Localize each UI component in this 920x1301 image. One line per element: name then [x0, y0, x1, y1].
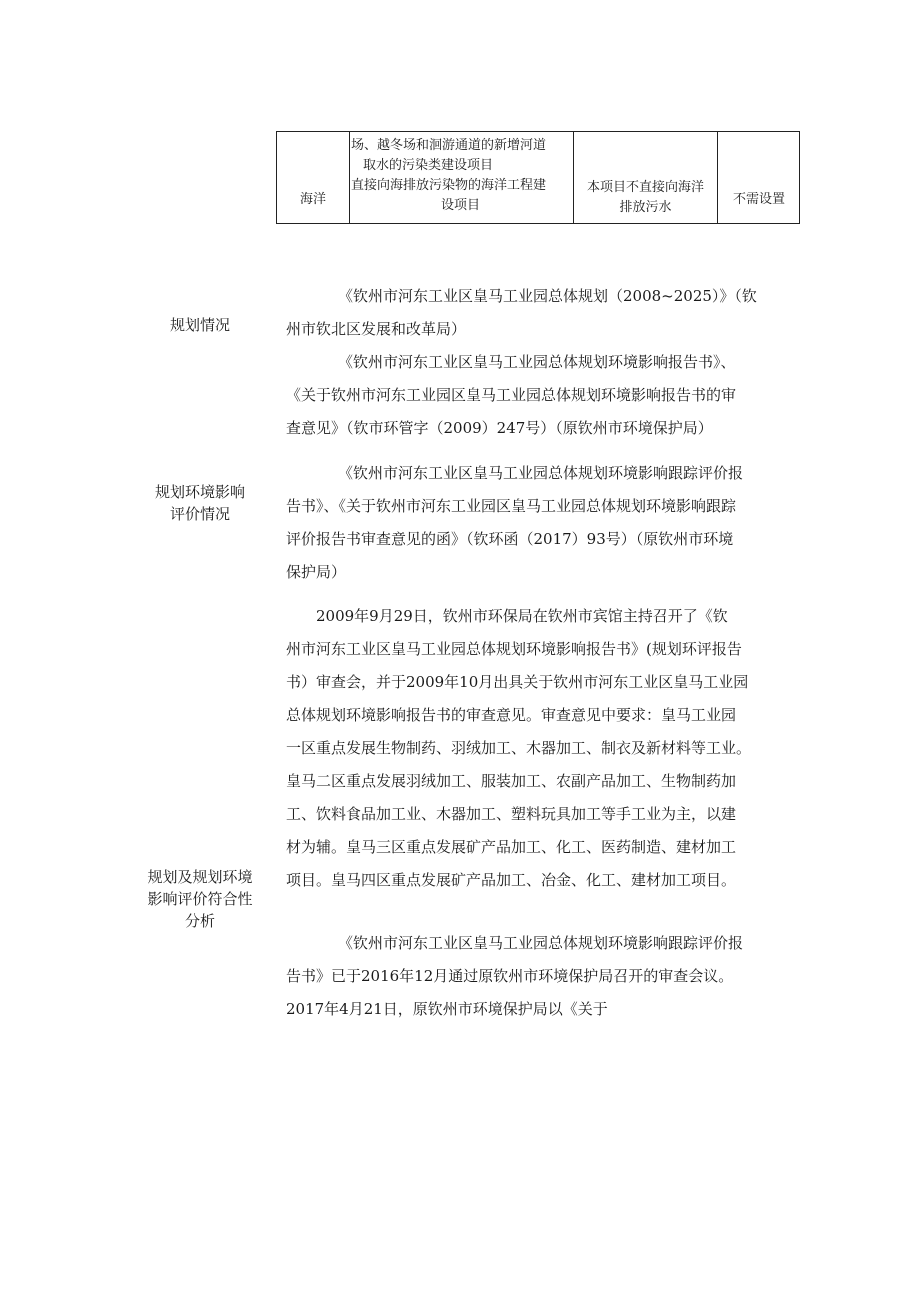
table-text-line: 取水的污染类建设项目 — [363, 158, 494, 173]
paragraph-line: 告书》已于2016年12月通过原钦州市环境保护局召开的审查会议。 — [286, 967, 734, 985]
paragraph-line: 书）审查会，并于2009年10月出具关于钦州市河东工业区皇马工业园 — [286, 673, 749, 691]
paragraph-planning — [286, 280, 816, 346]
label-planning: 规划情况 — [169, 316, 230, 334]
paragraph-line: 总体规划环境影响报告书的审查意见。审查意见中要求：皇马工业园 — [286, 706, 737, 724]
table-text-line: 场、越冬场和洄游通道的新增河道 — [351, 138, 547, 153]
table-cell-measure: 不需设置 — [732, 192, 785, 207]
table-text-line: 本项目不直接向海洋 — [586, 180, 704, 195]
paragraph-line: 一区重点发展生物制药、羽绒加工、木器加工、制衣及新材料等工业。 — [286, 739, 752, 757]
paragraph-line: 州市河东工业区皇马工业园总体规划环境影响报告书》(规划环评报告 — [286, 640, 742, 658]
paragraph-line: 州市钦北区发展和改革局） — [286, 320, 467, 338]
label-line: 分析 — [184, 912, 215, 930]
paragraph-line: 《钦州市河东工业区皇马工业园总体规划（2008~2025）》（钦 — [338, 287, 757, 305]
paragraph-line: 《钦州市河东工业区皇马工业园总体规划环境影响跟踪评价报 — [338, 464, 744, 482]
paragraph-line: 皇马二区重点发展羽绒加工、服装加工、农副产品加工、生物制药加 — [286, 772, 737, 790]
table-cell-category: 海洋 — [299, 192, 326, 207]
table-text-line: 设项目 — [441, 198, 481, 213]
paragraph-line: 评价报告书审查意见的函》（钦环函（2017）93号）（原钦州市环境 — [286, 530, 734, 548]
label-line: 评价情况 — [169, 505, 230, 523]
paragraph-line: 工、饮料食品加工业、木器加工、塑料玩具加工等手工业为主，以建 — [286, 805, 737, 823]
paragraph-line: 告书》、《关于钦州市河东工业园区皇马工业园总体规划环境影响跟踪 — [286, 497, 737, 515]
paragraph-eia-report — [286, 346, 816, 445]
label-line: 影响评价符合性 — [147, 890, 253, 908]
paragraph-line: 2009年9月29日，钦州市环保局在钦州市宾馆主持召开了《钦 — [316, 607, 728, 625]
table-cell-project-type — [351, 136, 577, 216]
environment-table — [276, 131, 800, 224]
label-line: 规划环境影响 — [154, 483, 245, 501]
paragraph-line: 查意见》（钦市环管字（2009）247号）（原钦州市环境保护局） — [286, 419, 713, 437]
paragraph-line: 《关于钦州市河东工业园区皇马工业园总体规划环境影响报告书的审 — [286, 386, 737, 404]
paragraph-line: 材为辅。皇马三区重点发展矿产品加工、化工、医药制造、建材加工 — [286, 838, 737, 856]
paragraph-eia-tracking — [286, 457, 816, 589]
paragraph-line: 《钦州市河东工业区皇马工业园总体规划环境影响报告书》、 — [338, 353, 736, 371]
paragraph-line: 2017年4月21日，原钦州市环境保护局以《关于 — [286, 1000, 608, 1018]
table-text-line: 排放污水 — [619, 200, 672, 215]
label-compliance-analysis — [135, 866, 265, 932]
paragraph-line: 保护局） — [286, 563, 347, 581]
table-divider — [349, 132, 350, 223]
paragraph-tracking-review — [286, 927, 816, 1026]
paragraph-line: 项目。皇马四区重点发展矿产品加工、冶金、化工、建材加工项目。 — [286, 871, 737, 889]
table-cell-project-status — [574, 178, 717, 218]
paragraph-compliance-review — [286, 600, 816, 897]
label-line: 规划及规划环境 — [147, 868, 253, 886]
paragraph-line: 《钦州市河东工业区皇马工业园总体规划环境影响跟踪评价报 — [338, 934, 744, 952]
table-text-line: 直接向海排放污染物的海洋工程建 — [351, 178, 547, 193]
label-planning-eia — [135, 481, 265, 525]
